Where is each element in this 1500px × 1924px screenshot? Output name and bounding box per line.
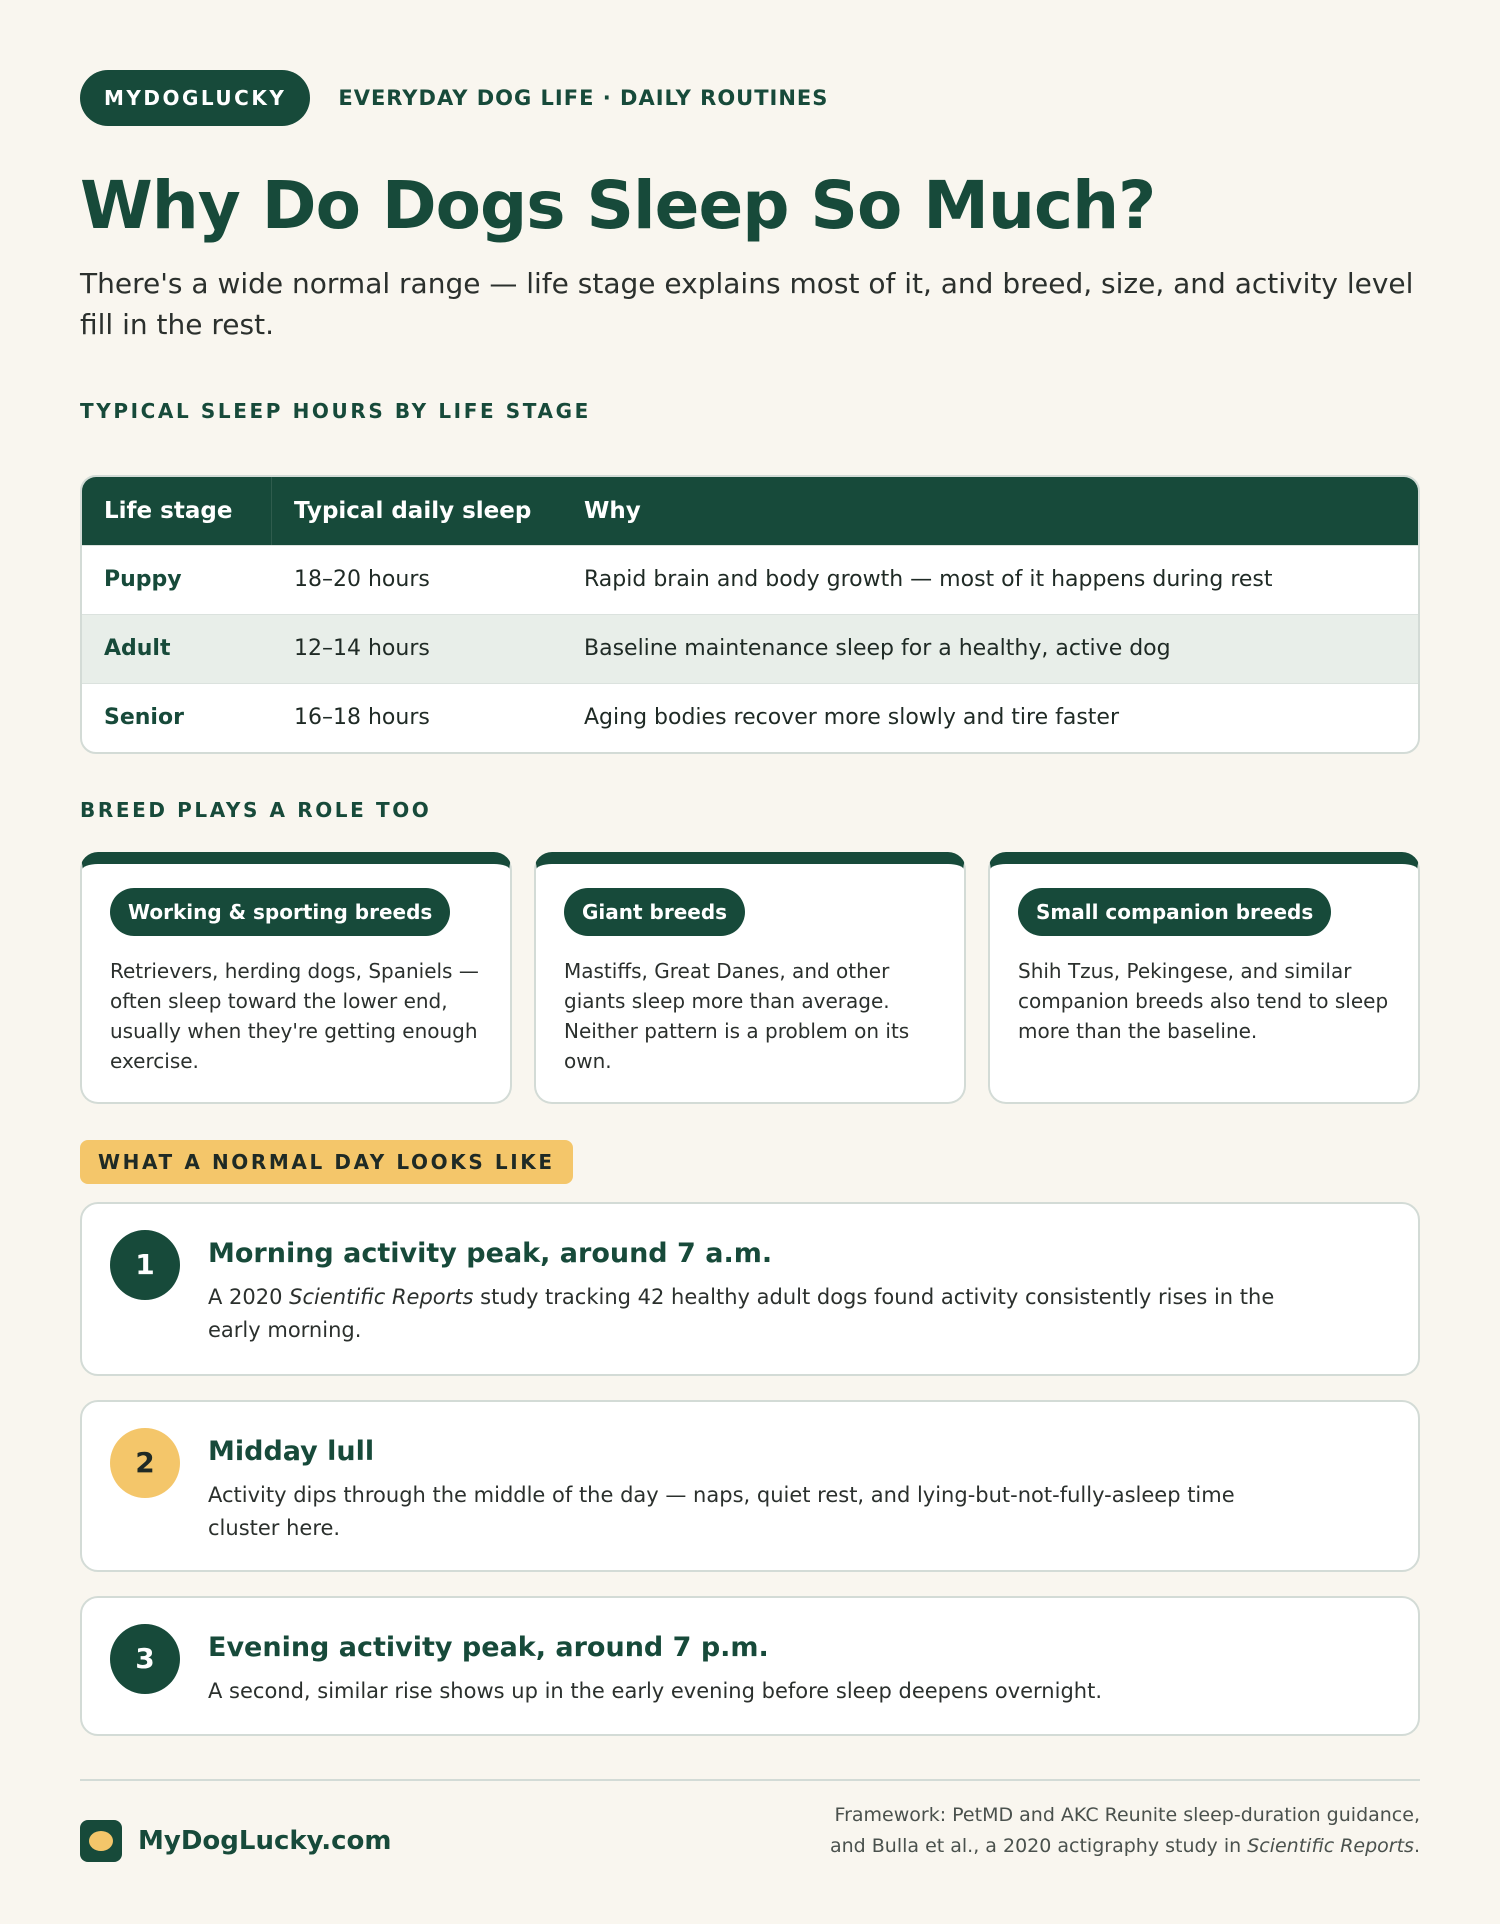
credit-text-part: and Bulla et al., a 2020 actigraphy study in bbox=[829, 1835, 1248, 1857]
breed-tag: Working & sporting breeds bbox=[110, 888, 450, 936]
brand-badge: MYDOGLUCKY bbox=[80, 70, 310, 126]
step-text bbox=[208, 1281, 1308, 1347]
normal-day-label: WHAT A NORMAL DAY LOOKS LIKE bbox=[80, 1140, 573, 1184]
reason-cell: Aging bodies recover more slowly and tire faster bbox=[584, 705, 1120, 731]
step-number: 3 bbox=[110, 1624, 180, 1694]
breed-card-working bbox=[80, 852, 512, 1104]
step-text-part: study tracking 42 healthy adult dogs found activity consistently rises in the early morning. bbox=[208, 1284, 1275, 1342]
reason-cell: Rapid brain and body growth — most of it happens during rest bbox=[584, 567, 1273, 593]
sleep-hours-cell: 16–18 hours bbox=[294, 705, 430, 731]
sleep-hours-table bbox=[80, 475, 1420, 754]
table-row bbox=[82, 614, 1418, 683]
breed-section-label: BREED PLAYS A ROLE TOO bbox=[80, 797, 432, 822]
table-header-row bbox=[82, 477, 1418, 545]
step-body bbox=[208, 1230, 1308, 1348]
category-kicker: EVERYDAY DOG LIFE · DAILY ROUTINES bbox=[338, 86, 829, 110]
day-step-midday bbox=[80, 1400, 1420, 1572]
reason-cell: Baseline maintenance sleep for a healthy, active dog bbox=[584, 636, 1171, 662]
header-bar bbox=[80, 70, 1420, 126]
page-subtitle: There's a wide normal range — life stage explains most of it, and breed, size, and activity level fill in the rest. bbox=[80, 266, 1414, 341]
page-title: Why Do Dogs Sleep So Much? bbox=[80, 167, 1156, 244]
site-link[interactable]: MyDogLucky.com bbox=[138, 1826, 392, 1856]
step-title: Midday lull bbox=[208, 1435, 375, 1467]
day-step-morning bbox=[80, 1202, 1420, 1376]
column-header: Life stage bbox=[82, 477, 272, 545]
credit-line bbox=[830, 1831, 1420, 1862]
step-title: Morning activity peak, around 7 a.m. bbox=[208, 1237, 773, 1269]
step-title: Evening activity peak, around 7 p.m. bbox=[208, 1631, 769, 1663]
step-number: 1 bbox=[110, 1230, 180, 1300]
day-step-evening bbox=[80, 1596, 1420, 1736]
credit-line: Framework: PetMD and AKC Reunite sleep-duration guidance, bbox=[834, 1804, 1420, 1826]
breed-card-giant bbox=[534, 852, 966, 1104]
breed-tag: Giant breeds bbox=[564, 888, 745, 936]
journal-name: Scientific Reports bbox=[289, 1284, 474, 1309]
source-credit bbox=[830, 1800, 1420, 1862]
table-row bbox=[82, 683, 1418, 752]
breed-description: Shih Tzus, Pekingese, and similar companion breeds also tend to sleep more than the baseline. bbox=[1018, 958, 1389, 1043]
breed-description: Mastiffs, Great Danes, and other giants sleep more than average. Neither pattern is a problem on its own. bbox=[564, 958, 910, 1073]
life-stage-cell: Puppy bbox=[104, 567, 182, 593]
breed-cards bbox=[80, 852, 1420, 1104]
logo-icon bbox=[80, 1820, 122, 1862]
column-header: Why bbox=[584, 497, 641, 524]
sleep-hours-cell: 12–14 hours bbox=[294, 636, 430, 662]
step-body bbox=[208, 1624, 1308, 1708]
step-text: Activity dips through the middle of the day — naps, quiet rest, and lying-but-not-fully-asleep time cluster here. bbox=[208, 1482, 1235, 1540]
step-number: 2 bbox=[110, 1428, 180, 1498]
footer bbox=[80, 1800, 1420, 1862]
life-stage-cell: Adult bbox=[104, 636, 171, 662]
step-body bbox=[208, 1428, 1308, 1544]
table-row bbox=[82, 545, 1418, 614]
step-text: A second, similar rise shows up in the early evening before sleep deepens overnight. bbox=[208, 1678, 1102, 1703]
breed-card-small bbox=[988, 852, 1420, 1104]
life-stage-cell: Senior bbox=[104, 705, 184, 731]
sleep-table-label: TYPICAL SLEEP HOURS BY LIFE STAGE bbox=[80, 398, 591, 423]
breed-tag: Small companion breeds bbox=[1018, 888, 1331, 936]
step-text-part: A 2020 bbox=[208, 1284, 290, 1309]
journal-name: Scientific Reports bbox=[1247, 1835, 1414, 1857]
breed-description: Retrievers, herding dogs, Spaniels — often sleep toward the lower end, usually when they're getting enough exercise. bbox=[110, 958, 479, 1073]
sleep-hours-cell: 18–20 hours bbox=[294, 567, 430, 593]
credit-text-part: . bbox=[1413, 1835, 1420, 1857]
column-header: Typical daily sleep bbox=[294, 497, 532, 524]
footer-brand bbox=[80, 1820, 391, 1862]
footer-divider bbox=[80, 1779, 1420, 1781]
